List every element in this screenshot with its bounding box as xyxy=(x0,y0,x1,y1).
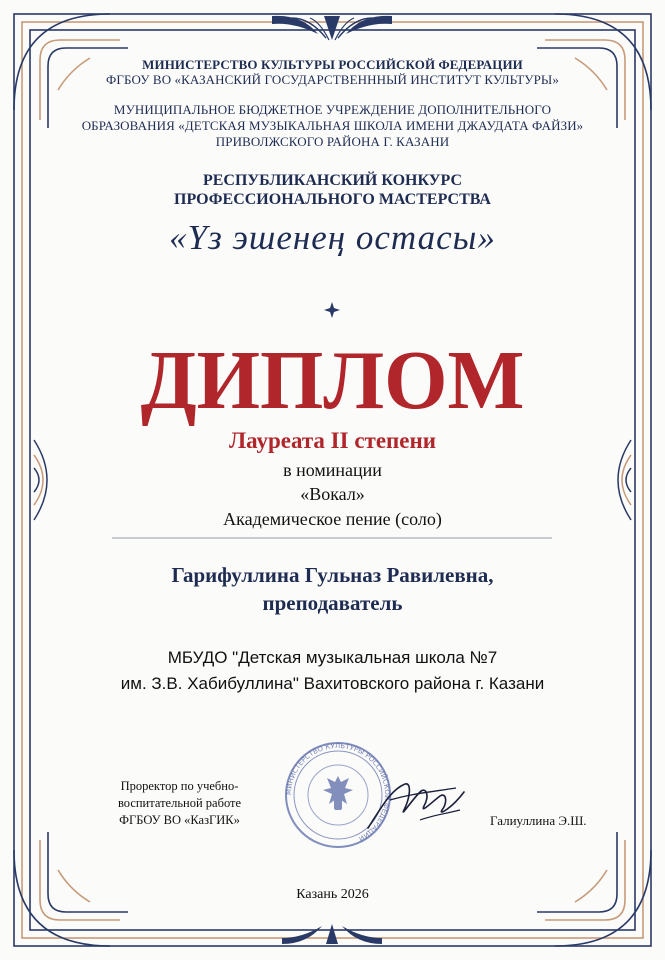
contest-title: «Үз эшенең остасы» xyxy=(169,218,496,257)
recipient-name: Гарифуллина Гульназ Равилевна, xyxy=(171,563,494,587)
signer-name: Галиуллина Э.Ш. xyxy=(490,813,587,828)
recipient-org-line-2: им. З.В. Хабибуллина" Вахитовского района г. Казани xyxy=(120,674,545,693)
fan-ornament-bottom xyxy=(282,924,382,944)
eagle-emblem-icon xyxy=(323,776,353,810)
signer-position-line-1: Проректор по учебно- xyxy=(120,779,239,793)
school-line-3: ПРИВОЛЖСКОГО РАЙОНА Г. КАЗАНИ xyxy=(215,134,450,149)
institute-line: ФГБОУ ВО «КАЗАНСКИЙ ГОСУДАРСТВЕНННЫЙ ИНСТИТУТ КУЛЬТУРЫ» xyxy=(106,72,559,87)
signer-position-line-3: ФГБОУ ВО «КазГИК» xyxy=(119,813,240,827)
contest-line-2: ПРОФЕССИОНАЛЬНОГО МАСТЕРСТВА xyxy=(174,191,491,208)
signer-position xyxy=(92,778,267,829)
diploma-heading: ДИПЛОМ xyxy=(140,334,525,427)
signer-position-line-2: воспитательной работе xyxy=(117,796,242,810)
seal-text: МИНИСТЕРСТВО КУЛЬТУРЫ РОССИЙСКОЙ ФЕДЕРАЦИИ xyxy=(284,741,392,843)
ministry-line: МИНИСТЕРСТВО КУЛЬТУРЫ РОССИЙСКОЙ ФЕДЕРАЦИИ xyxy=(142,57,523,72)
school-line-1: МУНИЦИПАЛЬНОЕ БЮДЖЕТНОЕ УЧРЕЖДЕНИЕ ДОПОЛНИТЕЛЬНОГО xyxy=(113,102,552,117)
star-ornament xyxy=(324,302,340,318)
handwritten-signature xyxy=(360,770,475,840)
nomination-intro: в номинации xyxy=(283,460,382,480)
recipient-role: преподаватель xyxy=(262,591,403,615)
divider-line xyxy=(112,537,552,539)
city-year: Казань 2026 xyxy=(296,887,369,902)
school-line-2: ОБРАЗОВАНИЯ «ДЕТСКАЯ МУЗЫКАЛЬНАЯ ШКОЛА ИМЕНИ ДЖАУДАТА ФАЙЗИ» xyxy=(81,118,584,133)
recipient-org-line-1: МБУДО "Детская музыкальная школа №7 xyxy=(167,648,498,667)
laureate-degree: Лауреата II степени xyxy=(228,428,437,453)
contest-line-1: РЕСПУБЛИКАНСКИЙ КОНКУРС xyxy=(202,172,463,189)
nomination-category: Академическое пение (соло) xyxy=(223,509,442,529)
fan-ornament-top xyxy=(272,16,392,40)
nomination-name: «Вокал» xyxy=(300,484,365,504)
